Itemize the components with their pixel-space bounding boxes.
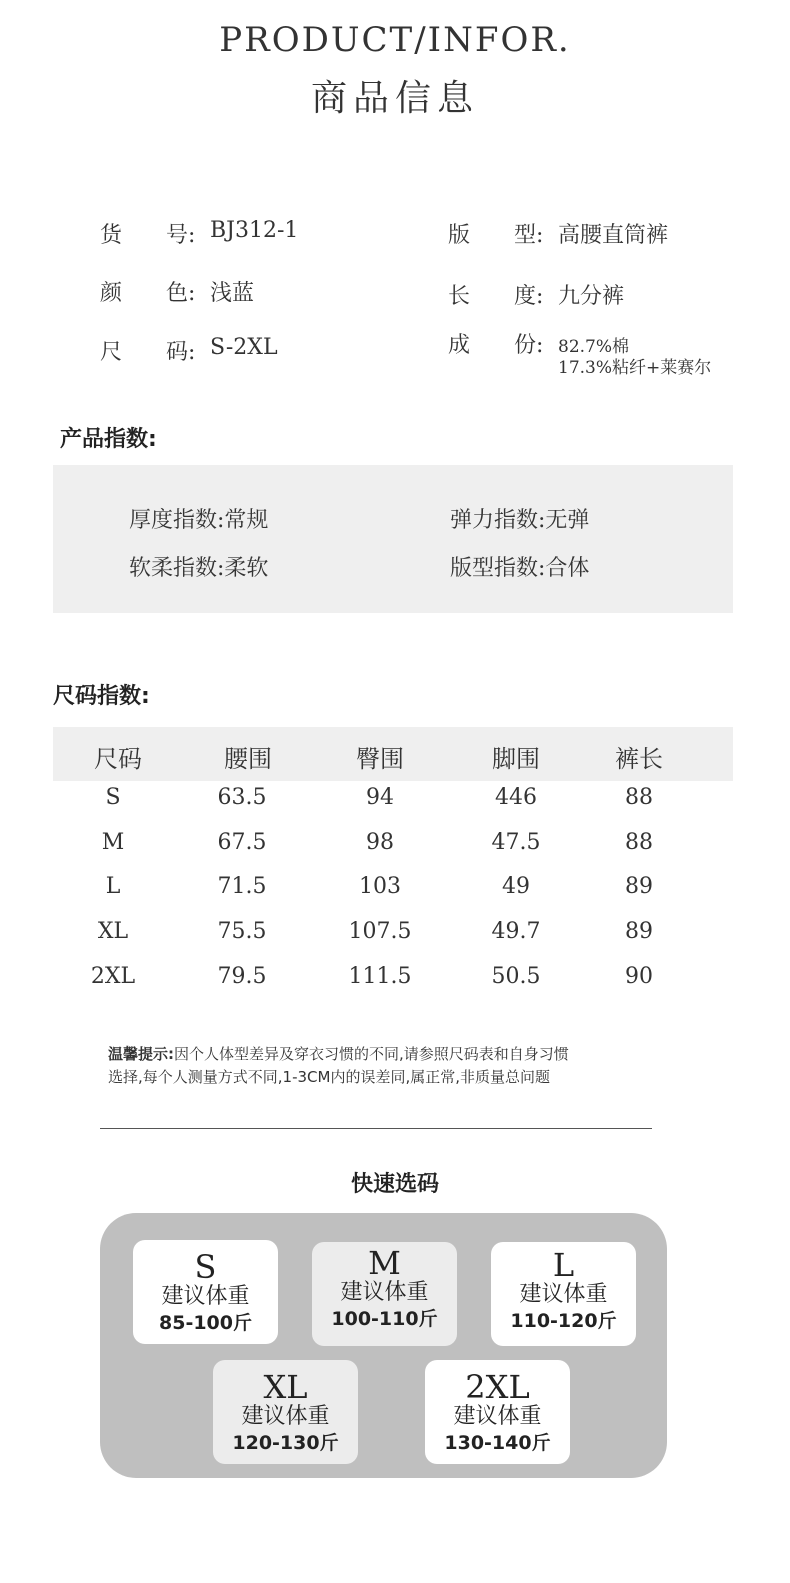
size-card-weight: 130-140斤 [444, 1432, 551, 1454]
softness-index: 软柔指数:柔软 [129, 556, 269, 581]
table-cell: 2XL [90, 964, 136, 989]
product-index-box [53, 465, 733, 613]
warm-tip-text: 因个人体型差异及穿衣习惯的不同,请参照尺码表和自身习惯 [174, 1045, 569, 1063]
size-card-size: XL [263, 1368, 308, 1406]
table-cell: 94 [366, 785, 394, 810]
quick-select-panel [100, 1213, 667, 1478]
size-card-2xl[interactable] [425, 1360, 570, 1464]
size-card-size: M [368, 1244, 401, 1282]
size-card-weight: 120-130斤 [232, 1432, 339, 1454]
info-value: 高腰直筒裤 [558, 223, 669, 248]
thickness-index: 厚度指数:常规 [129, 508, 269, 533]
table-cell: XL [97, 919, 129, 944]
product-index-heading: 产品指数: [60, 427, 157, 452]
size-card-weight: 100-110斤 [331, 1308, 438, 1330]
table-cell: M [101, 830, 125, 855]
info-item-length [448, 279, 748, 309]
size-card-label: 建议体重 [453, 1404, 542, 1429]
info-key: 号: [166, 223, 196, 248]
table-cell: 98 [366, 830, 394, 855]
info-key: 版 [448, 223, 471, 248]
fit-index: 版型指数:合体 [450, 556, 590, 581]
table-cell: 89 [625, 874, 653, 899]
size-card-s[interactable] [133, 1240, 278, 1344]
title-chinese: 商品信息 [310, 78, 479, 119]
table-cell: 49.7 [491, 919, 541, 944]
info-value: 82.7%棉 [558, 337, 630, 357]
size-card-label: 建议体重 [161, 1284, 250, 1309]
info-value-second-line: 17.3%粘纤+莱赛尔 [558, 358, 712, 378]
info-key: 货 [100, 223, 123, 248]
table-cell: 90 [625, 964, 653, 989]
column-header: 尺码 [94, 745, 142, 773]
info-key: 颜 [100, 281, 123, 306]
info-item-code [100, 218, 400, 248]
quick-select-title: 快速选码 [350, 1172, 439, 1197]
table-cell: 107.5 [348, 919, 412, 944]
info-value: 九分裤 [558, 284, 625, 309]
table-cell: L [105, 874, 121, 899]
table-cell: 49 [502, 874, 530, 899]
info-value: 浅蓝 [210, 281, 255, 306]
info-key: 份: [514, 333, 544, 358]
size-card-weight: 110-120斤 [510, 1310, 617, 1332]
title-english: PRODUCT/INFOR. [219, 20, 571, 60]
warm-tip-line-2: 选择,每个人测量方式不同,1-3CM内的误差同,属正常,非质量总问题 [108, 1068, 550, 1086]
warm-tip-line-1 [108, 1043, 708, 1066]
table-cell: 88 [625, 785, 653, 810]
size-card-size: 2XL [465, 1368, 530, 1406]
table-cell: 63.5 [217, 785, 267, 810]
table-cell: 88 [625, 830, 653, 855]
size-card-m[interactable] [312, 1242, 457, 1346]
info-value: S-2XL [210, 335, 278, 360]
column-header: 裤长 [615, 745, 663, 773]
size-card-weight: 85-100斤 [159, 1312, 252, 1334]
info-key: 色: [166, 281, 196, 306]
table-row [53, 874, 733, 910]
size-table-body [53, 785, 733, 1015]
table-cell: 67.5 [217, 830, 267, 855]
table-row [53, 964, 733, 1000]
size-table-header [53, 727, 733, 781]
warm-tip [108, 1043, 708, 1089]
size-index-heading: 尺码指数: [53, 684, 150, 709]
info-key: 度: [514, 284, 544, 309]
size-card-size: S [194, 1248, 217, 1286]
info-item-color [100, 276, 400, 306]
table-row [53, 785, 733, 821]
column-header: 腰围 [224, 745, 272, 773]
info-key: 码: [166, 340, 196, 365]
size-card-size: L [552, 1246, 575, 1284]
column-header: 臀围 [356, 745, 404, 773]
table-cell: 75.5 [217, 919, 267, 944]
info-item-composition [448, 328, 768, 378]
table-cell: 79.5 [217, 964, 267, 989]
table-cell: 50.5 [491, 964, 541, 989]
info-item-fit [448, 218, 748, 248]
info-key: 型: [514, 223, 544, 248]
info-value: BJ312-1 [210, 218, 299, 243]
table-cell: S [105, 785, 121, 810]
size-card-label: 建议体重 [340, 1280, 429, 1305]
table-cell: 111.5 [348, 964, 412, 989]
info-item-size [100, 335, 400, 365]
info-key: 成 [448, 333, 471, 358]
column-header: 脚围 [492, 745, 540, 773]
table-cell: 71.5 [217, 874, 267, 899]
warm-tip-label: 温馨提示: [108, 1045, 174, 1063]
table-row [53, 919, 733, 955]
info-key: 长 [448, 284, 471, 309]
table-row [53, 830, 733, 866]
elasticity-index: 弹力指数:无弹 [450, 508, 590, 533]
info-key: 尺 [100, 340, 123, 365]
table-cell: 89 [625, 919, 653, 944]
table-cell: 103 [359, 874, 401, 899]
size-card-label: 建议体重 [241, 1404, 330, 1429]
table-cell: 47.5 [491, 830, 541, 855]
size-card-xl[interactable] [213, 1360, 358, 1464]
size-card-l[interactable] [491, 1242, 636, 1346]
size-card-label: 建议体重 [519, 1282, 608, 1307]
divider [100, 1128, 652, 1129]
table-cell: 446 [495, 785, 537, 810]
